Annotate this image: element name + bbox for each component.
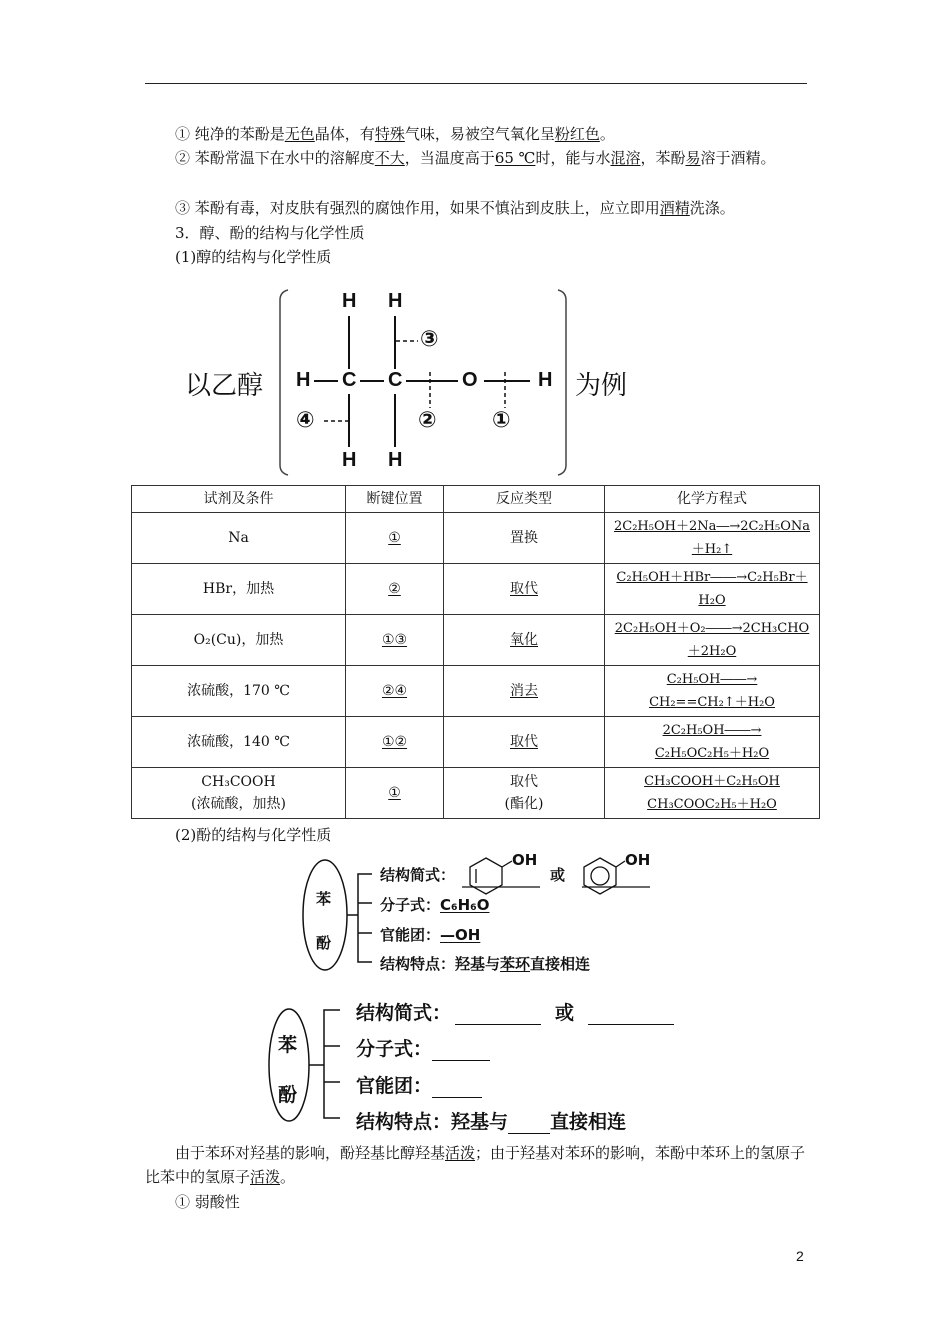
ethanol-suffix: 为例 <box>575 371 628 401</box>
cell-conditions: HBr，加热 <box>132 564 346 615</box>
bond-label-1: ① <box>492 408 511 433</box>
cell-equation: 2C₂H₅OH――→ C₂H₅OC₂H₅＋H₂O <box>605 717 820 768</box>
header-reaction-type: 反应类型 <box>444 486 605 513</box>
subheading-weak-acidity: ① 弱酸性 <box>175 1193 240 1211</box>
atom-h-bottom-right: H <box>388 449 403 471</box>
phenol-name-1: 苯 <box>278 1034 298 1056</box>
atom-c2: C <box>388 369 403 391</box>
cell-conditions: 浓硫酸，140 ℃ <box>132 717 346 768</box>
phenol-name-1: 苯 <box>316 890 332 908</box>
cell-reaction-type: 氧化 <box>444 615 605 666</box>
phenol-name-2: 酚 <box>278 1084 298 1106</box>
section-heading-alcohol: (1)醇的结构与化学性质 <box>175 248 332 266</box>
paragraph-mutual-influence: 由于苯环对羟基的影响，酚羟基比醇羟基活泼；由于羟基对苯环的影响，苯酚中苯环上的氢原子比苯中的氢原子活泼。 <box>145 1144 806 1186</box>
atom-h-top-left: H <box>342 290 357 312</box>
cell-equation: C₂H₅OH――→ CH₂==CH₂↑＋H₂O <box>605 666 820 717</box>
section-heading-3: 3．醇、酚的结构与化学性质 <box>175 224 365 242</box>
ethanol-prefix: 以乙醇 <box>185 371 264 401</box>
or-label: 或 <box>550 866 566 884</box>
atom-c1: C <box>342 369 357 391</box>
paragraph-phenol-solubility: ② 苯酚常温下在水中的溶解度不大，当温度高于65 ℃时，能与水混溶，苯酚易溶于酒精。 <box>175 149 776 167</box>
cell-conditions: Na <box>132 513 346 564</box>
atom-h-bottom-left: H <box>342 449 357 471</box>
cell-equation: 2C₂H₅OH＋O₂――→2CH₃CHO ＋2H₂O <box>605 615 820 666</box>
cell-bond-position: ②④ <box>346 666 444 717</box>
group-label: 官能团：—OH <box>380 926 481 944</box>
atom-h-top-right: H <box>388 290 403 312</box>
structure-label-blank: 结构简式： 或 <box>356 998 674 1025</box>
header-bond-position: 断键位置 <box>346 486 444 513</box>
bond-label-3: ③ <box>420 327 439 352</box>
cell-reaction-type: 消去 <box>444 666 605 717</box>
paragraph-phenol-appearance: ① 纯净的苯酚是无色晶体，有特殊气味，易被空气氧化呈粉红色。 <box>175 125 615 143</box>
cell-conditions: 浓硫酸，170 ℃ <box>132 666 346 717</box>
formula-label-blank: 分子式： <box>356 1034 490 1061</box>
atom-o: O <box>462 369 478 391</box>
cell-bond-position: ① <box>346 768 444 819</box>
header-equation: 化学方程式 <box>605 486 820 513</box>
phenol-name-2: 酚 <box>316 934 332 952</box>
cell-bond-position: ① <box>346 513 444 564</box>
cell-reaction-type: 取代 (酯化) <box>444 768 605 819</box>
cell-bond-position: ①② <box>346 717 444 768</box>
cell-bond-position: ①③ <box>346 615 444 666</box>
group-label-blank: 官能团： <box>356 1071 482 1098</box>
cell-bond-position: ② <box>346 564 444 615</box>
cell-reaction-type: 取代 <box>444 717 605 768</box>
formula-label: 分子式：C₆H₆O <box>380 896 490 914</box>
cell-reaction-type: 置换 <box>444 513 605 564</box>
oh-label-1: OH <box>512 851 538 869</box>
cell-equation: CH₃COOH＋C₂H₅OH CH₃COOC₂H₅＋H₂O <box>605 768 820 819</box>
cell-conditions: O₂(Cu)，加热 <box>132 615 346 666</box>
cell-equation: 2C₂H₅OH＋2Na―→2C₂H₅ONa ＋H₂↑ <box>605 513 820 564</box>
atom-h-left: H <box>296 369 311 391</box>
bond-label-4: ④ <box>296 408 315 433</box>
cell-equation: C₂H₅OH＋HBr――→C₂H₅Br＋ H₂O <box>605 564 820 615</box>
header-conditions: 试剂及条件 <box>132 486 346 513</box>
bond-label-2: ② <box>418 408 437 433</box>
paragraph-phenol-toxicity: ③ 苯酚有毒，对皮肤有强烈的腐蚀作用，如果不慎沾到皮肤上，应立即用酒精洗涤。 <box>175 199 735 217</box>
structure-label: 结构简式： <box>380 866 456 884</box>
oh-label-2: OH <box>625 851 651 869</box>
feature-label: 结构特点：羟基与苯环直接相连 <box>380 955 591 973</box>
feature-label-blank: 结构特点：羟基与 直接相连 <box>356 1111 627 1133</box>
cell-reaction-type: 取代 <box>444 564 605 615</box>
cell-conditions: CH₃COOH (浓硫酸，加热) <box>132 768 346 819</box>
page-number: 2 <box>796 1248 804 1264</box>
section-heading-phenol: (2)酚的结构与化学性质 <box>175 826 332 844</box>
atom-h-right: H <box>538 369 553 391</box>
